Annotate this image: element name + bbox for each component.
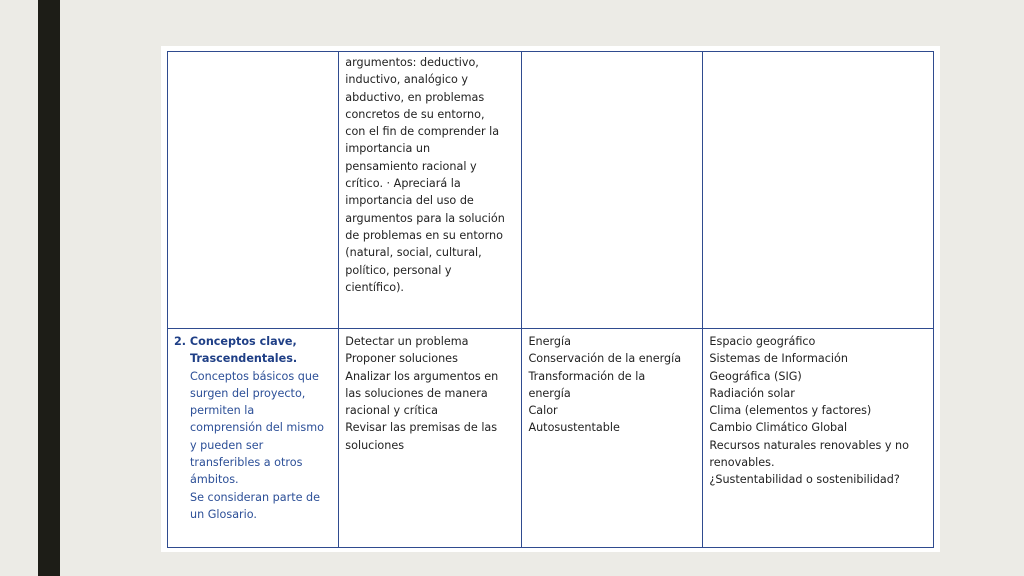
table-cell-geography-concepts bbox=[703, 329, 934, 548]
table-row bbox=[168, 52, 934, 329]
table-cell-key-concepts bbox=[168, 329, 339, 548]
table-cell-empty bbox=[703, 52, 934, 329]
key-concepts-heading: 2. Conceptos clave, bbox=[174, 335, 297, 348]
slide-content bbox=[161, 46, 940, 552]
content-table bbox=[167, 51, 934, 548]
table-cell-skills bbox=[339, 329, 522, 548]
arguments-text: argumentos: deductivo, inductivo, analógico y abductivo, en problemas concretos de su entorno, con el fin de comprender la importancia un pensamiento racional y crítico. · Apreciará la importancia del uso de argumentos para la solución de problemas en su entorno (natural, social, cultural, político, personal y científico). bbox=[345, 56, 505, 294]
table-cell-arguments bbox=[339, 52, 522, 329]
table-cell-empty bbox=[168, 52, 339, 329]
table-cell-energy-concepts bbox=[522, 329, 703, 548]
skills-list: Detectar un problema Proponer soluciones Analizar los argumentos en las soluciones de manera racional y crítica Revisar las premisas de las soluciones bbox=[345, 335, 499, 452]
energy-concepts-list: Energía Conservación de la energía Transformación de la energía Calor Autosustentable bbox=[528, 335, 682, 435]
table-row bbox=[168, 329, 934, 548]
table-cell-empty bbox=[522, 52, 703, 329]
side-accent-bar bbox=[38, 0, 60, 576]
key-concepts-subheading: Trascendentales. bbox=[190, 352, 298, 366]
key-concepts-description: Conceptos básicos que surgen del proyecto, permiten la comprensión del mismo y pueden ser transferibles a otros ámbitos. Se consideran parte de un Glosario. bbox=[190, 369, 324, 521]
geography-concepts-list: Espacio geográfico Sistemas de Información Geográfica (SIG) Radiación solar Clima (elementos y factores) Cambio Climático Global Recursos naturales renovables y no renovables. ¿Sustentabilidad o sostenibilidad? bbox=[709, 335, 909, 487]
